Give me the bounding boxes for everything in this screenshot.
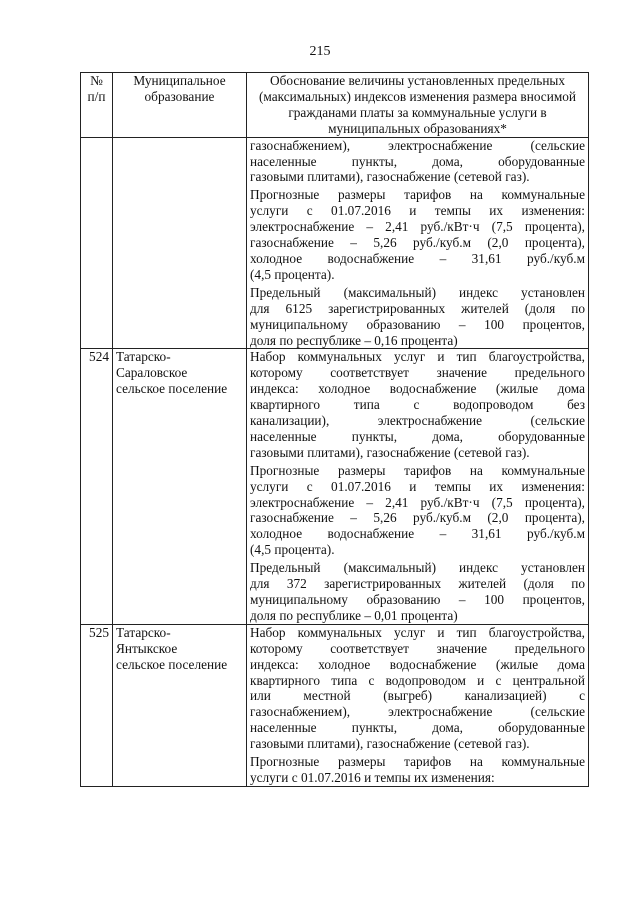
description-line: газоснабжением), электроснабжение (сельские [250,704,585,720]
page-number: 215 [309,44,331,59]
description-line: холодное водоснабжение – 31,61 руб./куб.м [250,526,585,542]
description-line: Прогнозные размеры тарифов на коммунальные [250,462,585,478]
description-line: (4,5 процента). [250,266,335,282]
table-row [81,137,589,349]
description-line: газоснабжением), электроснабжение (сельские [250,137,585,153]
table-body [81,137,589,786]
description-line: которому соответствует значение предельного [250,365,585,381]
description-line: муниципальному образованию – 100 процентов, [250,592,585,607]
header-municipality: Муниципальное образование [113,73,247,138]
description-line: Набор коммунальных услуг и тип благоустройства, [250,624,585,640]
description-paragraph [250,187,585,282]
header-description: Обоснование величины установленных предельных (максимальных) индексов изменения размера вносимой гражданами платы за коммунальные услуги в муниципальных образованиях* [247,73,589,138]
description-paragraph [250,560,585,624]
description-line: квартирного типа с водопроводом без [250,397,585,413]
description-line: услуги с 01.07.2016 и темпы их изменения: [250,203,585,219]
description-line: квартирного типа с водопроводом и с центральной [250,672,585,688]
description-line: канализации), электроснабжение (сельские [250,413,585,429]
table-header-row [81,73,589,138]
row-municipality [113,137,247,349]
description-paragraph [250,754,585,786]
description-line: Набор коммунальных услуг и тип благоустройства, [250,349,585,365]
description-line: газовыми плитами), газоснабжение (сетевой газ). [250,169,530,185]
description-line: населенные пункты, дома, оборудованные [250,720,585,736]
description-line: или местной (выгреб) канализацией) с [250,688,585,704]
description-line: Предельный (максимальный) индекс установлен [250,560,585,576]
description-line: холодное водоснабжение – 31,61 руб./куб.м [250,250,585,266]
row-description [247,137,589,349]
description-line: газовыми плитами), газоснабжение (сетевой газ). [250,444,530,460]
description-line: электроснабжение – 2,41 руб./кВт·ч (7,5 процента), [250,219,585,235]
description-paragraph [250,463,585,558]
description-line: индекса: холодное водоснабжение (жилые дома [250,656,585,672]
description-paragraph [250,138,585,186]
description-line: газоснабжение – 5,26 руб./куб.м (2,0 процента), [250,235,585,251]
description-paragraph [250,349,585,460]
description-line: которому соответствует значение предельного [250,640,585,656]
municipality-line: сельское поселение [116,381,228,397]
description-line: услуги с 01.07.2016 и темпы их изменения: [250,478,585,494]
municipality-line: Сараловское [116,365,188,381]
tariff-table [80,72,589,787]
row-description [247,624,589,786]
description-line: электроснабжение – 2,41 руб./кВт·ч (7,5 процента), [250,494,585,510]
description-line: для 6125 зарегистрированных жителей (доля по [250,300,585,316]
municipality-line: сельское поселение [116,656,228,672]
row-number [81,137,113,349]
table-row [81,349,589,624]
description-line: населенные пункты, дома, оборудованные [250,153,585,169]
municipality-line: Янтыкское [116,640,178,656]
description-line: доля по республике – 0,16 процента) [250,332,458,348]
description-line: Прогнозные размеры тарифов на коммунальные [250,754,585,770]
description-line: Прогнозные размеры тарифов на коммунальные [250,187,585,203]
description-line: услуги с 01.07.2016 и темпы их изменения: [250,769,495,785]
description-paragraph [250,285,585,349]
municipality-line: Татарско- [116,624,171,640]
municipality-line: Татарско- [116,349,171,365]
description-line: индекса: холодное водоснабжение (жилые дома [250,381,585,397]
description-line: доля по республике – 0,01 процента) [250,607,458,623]
description-paragraph [250,625,585,752]
description-line: газовыми плитами), газоснабжение (сетевой газ). [250,736,530,752]
description-line: Предельный (максимальный) индекс установлен [250,284,585,300]
table-row [81,624,589,786]
description-line: для 372 зарегистрированных жителей (доля по [250,576,585,592]
row-number: 525 [81,624,113,786]
row-number: 524 [81,349,113,624]
description-line: муниципальному образованию – 100 процентов, [250,316,585,332]
row-municipality [113,624,247,786]
description-line: (4,5 процента). [250,542,335,558]
description-line: газоснабжение – 5,26 руб./куб.м (2,0 процента), [250,510,585,526]
header-number: № п/п [81,73,113,138]
description-line: населенные пункты, дома, оборудованные [250,428,585,444]
row-description [247,349,589,624]
row-municipality [113,349,247,624]
